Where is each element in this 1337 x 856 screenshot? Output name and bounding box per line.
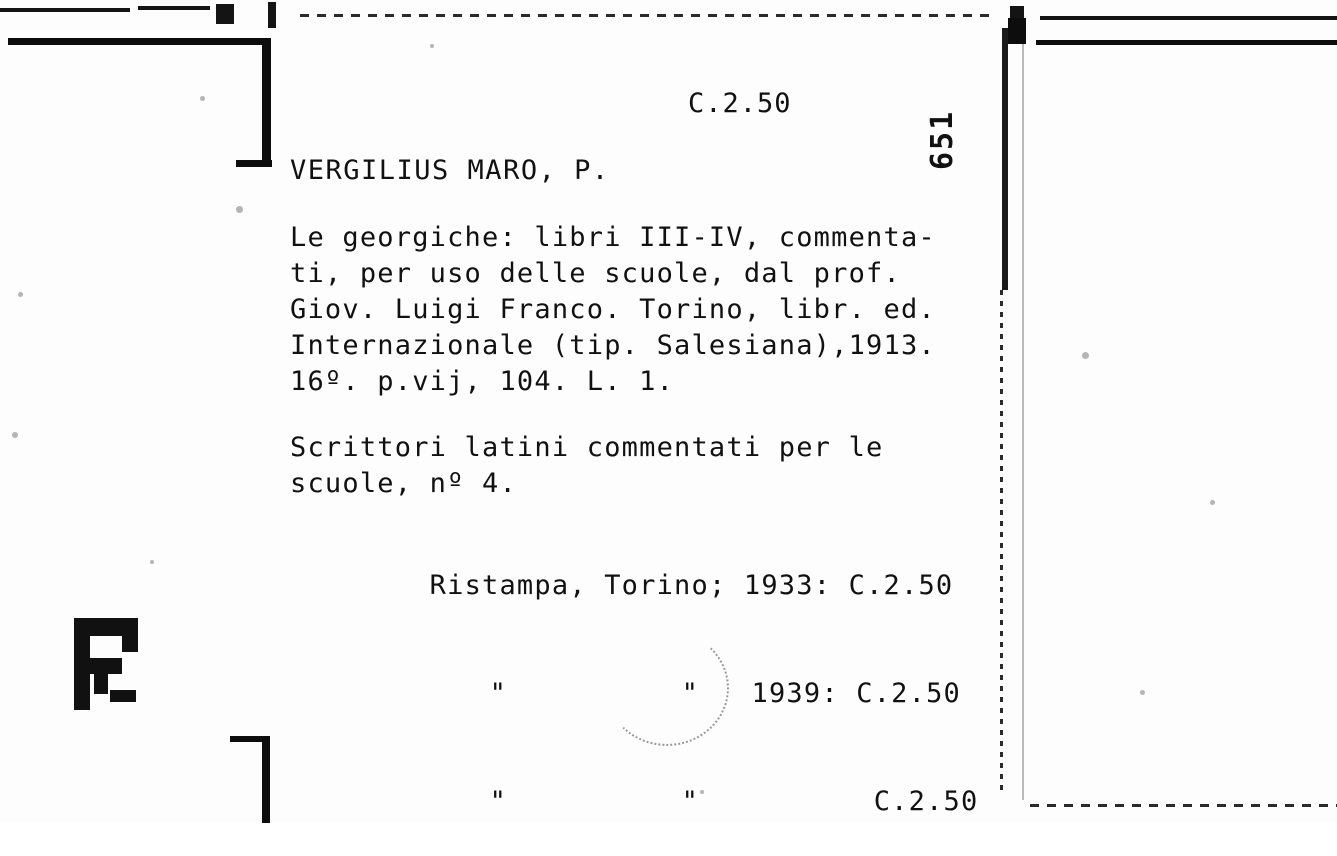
scan-speck [12, 432, 18, 438]
title-line: 16º. p.vij, 104. L. 1. [290, 366, 675, 397]
series-statement [290, 430, 1010, 502]
reprint-call-number: C.2.50 [848, 570, 954, 601]
reprint-row [350, 748, 1010, 856]
bottom-left-bracket-horizontal [230, 736, 270, 742]
series-line: scuole, nº 4. [290, 468, 517, 499]
title-statement [290, 220, 1010, 400]
author-heading: VERGILIUS MARO, P. [290, 155, 610, 186]
right-card-faint-line [1022, 40, 1024, 800]
upper-left-horizontal-rule [8, 38, 270, 45]
title-line: Giov. Luigi Franco. Torino, libr. ed. [290, 294, 936, 325]
reprint-place: " " [489, 786, 700, 817]
reprint-call-number: C.2.50 [856, 678, 961, 709]
right-edge-blot [1008, 18, 1026, 44]
scan-speck [236, 206, 243, 213]
top-border-dash-far-right [1040, 16, 1337, 20]
top-border-dash-left-2 [138, 6, 210, 10]
scan-speck [1140, 690, 1145, 695]
series-line: Scrittori latini commentati per le [290, 432, 884, 463]
scan-speck [1082, 352, 1089, 359]
title-line: Le georgiche: libri III-IV, commenta- [290, 222, 936, 253]
scan-speck [18, 292, 23, 297]
bottom-left-bracket-vertical [262, 736, 270, 823]
ink-stamp-mark [74, 618, 146, 710]
top-border-dash-left-3 [216, 4, 234, 24]
title-line: ti, per uso delle scuole, dal prof. [290, 258, 901, 289]
scan-speck [1210, 500, 1215, 505]
call-number: C.2.50 [688, 88, 792, 119]
scan-speck [430, 44, 434, 48]
title-line: Internazionale (tip. Salesiana),1913. [290, 330, 936, 361]
top-border-dotted-rule [300, 14, 990, 17]
reprint-row [290, 532, 1010, 640]
left-card-edge-bottom-tick [236, 160, 272, 167]
top-border-dash-center [268, 2, 276, 28]
reprint-place: " " [489, 678, 700, 709]
bottom-right-dotted-rule [1030, 804, 1337, 807]
scan-speck [200, 96, 205, 101]
reprint-year: 1939: [751, 678, 839, 709]
upper-right-horizontal-rule [1036, 40, 1337, 45]
left-card-edge-vertical [262, 38, 271, 166]
reprint-call-number: C.2.50 [873, 786, 979, 817]
reprint-year: 1933: [743, 570, 832, 601]
scan-speck [150, 560, 154, 564]
top-border-dash-left [0, 8, 130, 12]
side-stamp-number: 651 [925, 109, 960, 170]
pencil-arc-mark [605, 630, 729, 746]
reprint-place: Ristampa, Torino; [429, 570, 727, 601]
